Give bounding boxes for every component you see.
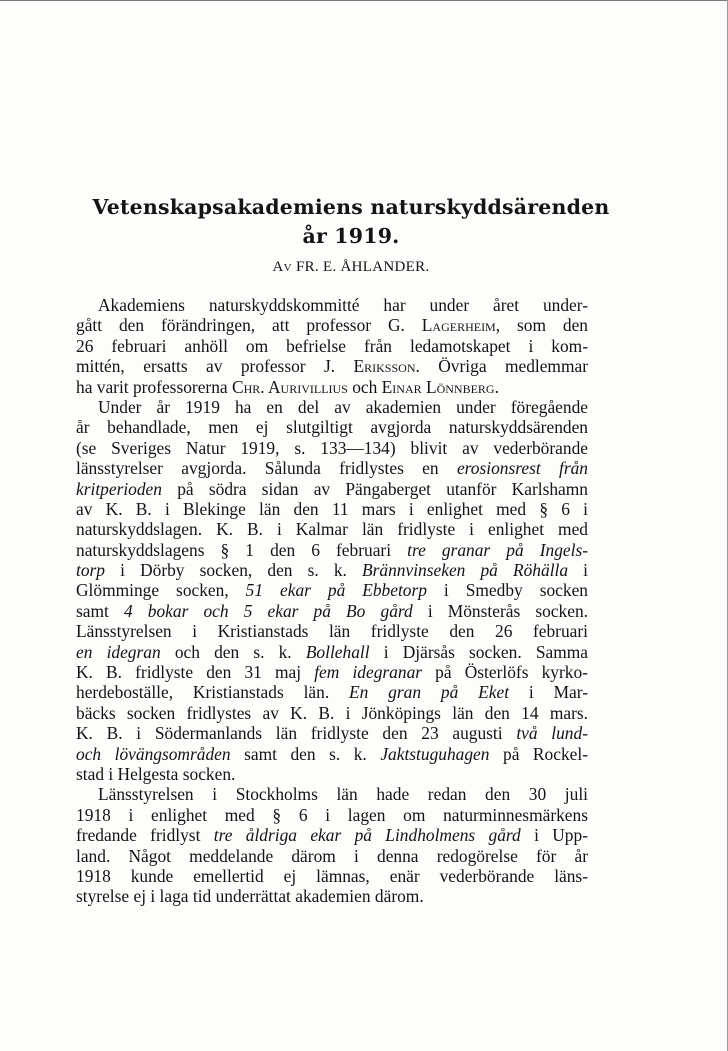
text-run: i Mar- [509,682,588,703]
text-line [76,560,588,580]
text-run: i Djärsås socken. Samma [369,641,588,662]
text-line [76,458,588,478]
italic-text: Jaktstuguhagen [380,743,490,764]
text-line [76,438,588,458]
article-title: Vetenskapsakademiens naturskyddsärenden [92,195,610,219]
text-run: och [347,376,382,397]
text-line [76,764,588,784]
byline [60,259,642,276]
text-run: på södra sidan av Pängaberget utanför Karlshamn [161,478,588,499]
text-line [76,866,588,886]
text-run: K. B. fridlyste den 31 maj [76,662,315,683]
byline-prefix: Av [272,259,292,275]
text-run: , som den [495,315,588,336]
page-top-edge [0,0,728,1]
article-body [76,295,588,907]
italic-text: torp [76,560,105,581]
italic-text: Brännvinseken på Röhälla [362,560,569,581]
text-run: och den s. k. [160,641,306,662]
small-caps-name: Lagerheim [421,315,496,336]
text-run: ha varit professorerna [76,376,232,397]
text-run: fredande fridlyst [76,825,214,846]
text-line [76,417,588,437]
small-caps-name: Einar Lönnberg [381,376,495,397]
text-run: länsstyrelser avgjorda. Sålunda fridlystes en [76,458,457,479]
text-line [76,723,588,743]
text-run: naturskyddslagen. K. B. i Kalmar län fridlyste i enlighet med [76,519,588,540]
text-run: på Rockel- [489,743,588,764]
text-run: i Smedby socken [426,580,588,601]
text-run: 1918 i enlighet med § 6 i lagen om naturminnesmärkens [76,804,588,825]
text-run: i Mönsterås socken. [412,600,588,621]
article-title-year: år 1919. [302,224,400,248]
text-line [76,744,588,764]
text-line [76,540,588,560]
text-line [76,336,588,356]
text-line [76,519,588,539]
text-line [76,315,588,335]
text-run: K. B. i Södermanlands län fridlyste den 23 augusti [76,723,517,744]
italic-text: en idegran [76,641,161,662]
text-run: samt den s. k. [230,743,381,764]
paragraph [76,397,588,784]
italic-text: tre åldriga ekar på Lindholmens gård [213,825,521,846]
byline-author: FR. E. ÅHLANDER. [295,259,430,275]
text-run: 26 februari anhöll om befrielse från ledamotskapet i kom- [76,335,588,356]
text-run: Akademiens naturskyddskommitté har under året under- [98,295,588,315]
text-run: herdeboställe, Kristianstads län. [76,682,350,703]
text-run: Länsstyrelsen i Stockholms län hade redan den 30 juli [98,784,588,805]
text-line [76,377,588,397]
text-line [76,825,588,845]
text-line [76,642,588,662]
text-run: styrelse ej i laga tid underrättat akademien därom. [76,886,424,907]
text-line [76,621,588,641]
text-run: i Dörby socken, den s. k. [105,560,363,581]
text-line [76,479,588,499]
italic-text: tre granar på Ingels- [407,539,589,560]
text-line [76,805,588,825]
text-line [76,295,588,315]
text-run: land. Något meddelande därom i denna redogörelse för år [76,845,588,866]
text-run: 1918 kunde emellertid ej lämnas, enär vederbörande läns- [76,865,588,886]
text-run: på Österlöfs kyrko- [422,662,588,683]
text-line [76,784,588,804]
text-run: Länsstyrelsen i Kristianstads län fridlyste den 26 februari [76,621,588,642]
italic-text: Bollehall [305,641,370,662]
italic-text: erosionsrest från [456,458,588,479]
text-run: mittén, ersatts av professor J. [76,356,354,377]
italic-text: En gran på Eket [349,682,510,703]
italic-text: 4 bokar och 5 ekar på Bo gård [123,600,413,621]
text-run: (se Sveriges Natur 1919, s. 133—134) blivit av vederbörande [76,437,588,458]
text-run: gått den förändringen, att professor G. [76,315,422,336]
text-run: i Upp- [520,825,588,846]
italic-text: kritperioden [76,478,162,499]
italic-text: fem idegranar [314,662,423,683]
italic-text: två lund- [516,723,588,744]
text-line [76,846,588,866]
text-line [76,601,588,621]
text-run: i [568,560,589,581]
text-run: . [494,376,499,397]
text-run: naturskyddslagens § 1 den 6 februari [76,539,408,560]
text-run: av K. B. i Blekinge län den 11 mars i enlighet med § 6 i [76,498,588,519]
text-run: Under år 1919 ha en del av akademien under föregående [98,396,588,417]
italic-text: och lövängsområden [76,743,231,764]
paragraph [76,295,588,397]
paragraph [76,784,588,906]
text-run: bäcks socken fridlystes av K. B. i Jönköpings län den 14 mars. [76,702,588,723]
text-run: . Övriga medlemmar [415,356,588,377]
text-run: samt [76,600,124,621]
text-line [76,886,588,906]
text-line [76,580,588,600]
text-line [76,356,588,376]
text-line [76,499,588,519]
small-caps-name: Chr. Aurivillius [231,376,348,397]
text-line [76,397,588,417]
text-line [76,682,588,702]
small-caps-name: Eriksson [353,356,416,377]
italic-text: 51 ekar på Ebbetorp [245,580,427,601]
text-run: år behandlade, men ej slutgiltigt avgjorda naturskyddsärenden [76,417,588,438]
text-run: Glömminge socken, [76,580,246,601]
text-line [76,662,588,682]
text-run: stad i Helgesta socken. [76,763,236,784]
text-line [76,703,588,723]
